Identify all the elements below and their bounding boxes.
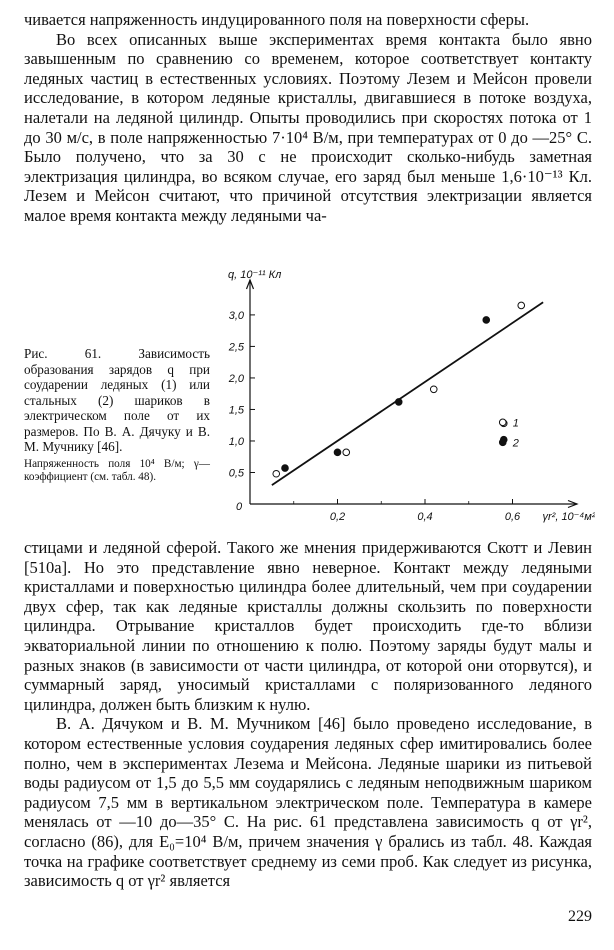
legend-marker — [499, 439, 506, 446]
data-point-series-1 — [343, 449, 350, 456]
figure-caption-text: Рис. 61. Зависимость образования зарядов q при соударении ледяных (1) или стальных (2) шариков в электрическом поле от их размеров. По В. А. Дячуку и В. М. Мучнику [46]. — [24, 346, 210, 454]
y-tick-label: 2,5 — [228, 341, 244, 354]
legend-label: 2 — [512, 437, 519, 450]
scatter-chart — [215, 268, 595, 530]
data-point-series-1 — [273, 470, 280, 477]
bottom-text-block — [24, 538, 592, 891]
paragraph-lezem-mason: Во всех описанных выше экспериментах время контакта было явно завышенным по сравнению со временем, которое соответствует контакту ледяных частиц в естественных условиях. Поэтому Лезем и Мейсон провели исследование, в котором ледяные кристаллы, двигавшиеся в потоке воздуха, налетали на ледяной цилиндр. Опыты проводились при скоростях потока от 1 до 30 м/с, в поле напряженностью 7·10⁴ В/м, при температурах от 0 до —25° С. Было получено, что за 30 с не происходит сколько-нибудь заметная электризация цилиндра, во всяком случае, его заряд был меньше 1,6·10⁻¹³ Кл. Лезем и Мейсон считают, что причиной отсутствия электризации является малое время контакта между ледяными ча- — [24, 29, 592, 225]
origin-label: 0 — [236, 501, 243, 513]
legend-label: 1 — [512, 417, 519, 430]
data-point-series-1 — [430, 386, 437, 393]
top-text-block — [24, 10, 592, 226]
paragraph-scott-levin: стицами и ледяной сферой. Такого же мнения придерживаются Скотт и Левин [510а]. Но это представление явно неверное. Контакт между ледяными кристаллами и поверхностью цилиндра более длительный, чем при соударении двух сфер, так как ледяные кристаллы должны скользить по поверхности цилиндра. Отрывание кристаллов будет происходить где-то вблизи экваториальной линии по отношению к полю. Поэтому заряды будут малы и разных знаков (в зависимости от части цилиндра, от которой они оторвутся), и суммарный заряд, уносимый кристаллами с поляризованного ледяного цилиндра, должен быть близким к нулю. — [24, 538, 592, 714]
fit-line — [272, 302, 543, 485]
chart-legend — [499, 417, 518, 449]
page-number: 229 — [568, 908, 592, 925]
legend-marker — [499, 419, 506, 426]
data-point-series-2 — [334, 449, 341, 456]
chart-points — [273, 302, 525, 477]
x-tick-label: 0,2 — [329, 511, 346, 523]
figure-caption-note: Напряженность поля 10⁴ В/м; γ—коэффициент (см. табл. 48). — [24, 457, 210, 483]
chart-axes — [247, 280, 578, 508]
x-tick-label: 0,4 — [417, 511, 433, 523]
y-tick-label: 2,0 — [228, 372, 244, 385]
data-point-series-2 — [395, 399, 402, 406]
y-tick-label: 3,0 — [228, 309, 244, 322]
y-tick-label: 1,5 — [228, 404, 244, 417]
data-point-series-1 — [518, 302, 525, 309]
figure-caption — [24, 346, 210, 484]
x-axis-label: γr², 10⁻⁴м² — [542, 511, 595, 523]
paragraph-dyachuk-muchnik: В. А. Дячуком и В. М. Мучником [46] было проведено исследование, в котором естественные условия соударения ледяных сфер имитировались более полно, чем в экспериментах Лезема и Мейсона. Ледяные шарики из питьевой воды радиусом от 1,5 до 5,5 мм соударялись с ледяным неподвижным шариком радиусом 7,5 мм в вертикальном электрическом поле. Температура в камере менялась от —10 до—35° С. На рис. 61 представлена зависимость q от γr², согласно (86), для E₀=10⁴ В/м, причем значения γ брались из табл. 48. Каждая точка на графике соответствует среднему из семи проб. Как следует из рисунка, зависимость q от γr² является — [24, 714, 592, 891]
paragraph-continuation: чивается напряженность индуцированного поля на поверхности сферы. — [24, 10, 530, 29]
chart-fit-line-group — [272, 302, 543, 485]
x-tick-label: 0,6 — [504, 511, 521, 523]
y-axis-label: q, 10⁻¹¹ Кл — [228, 269, 282, 281]
y-tick-label: 0,5 — [228, 467, 244, 480]
data-point-series-2 — [282, 465, 289, 472]
data-point-series-2 — [483, 317, 490, 324]
y-tick-label: 1,0 — [228, 435, 244, 448]
